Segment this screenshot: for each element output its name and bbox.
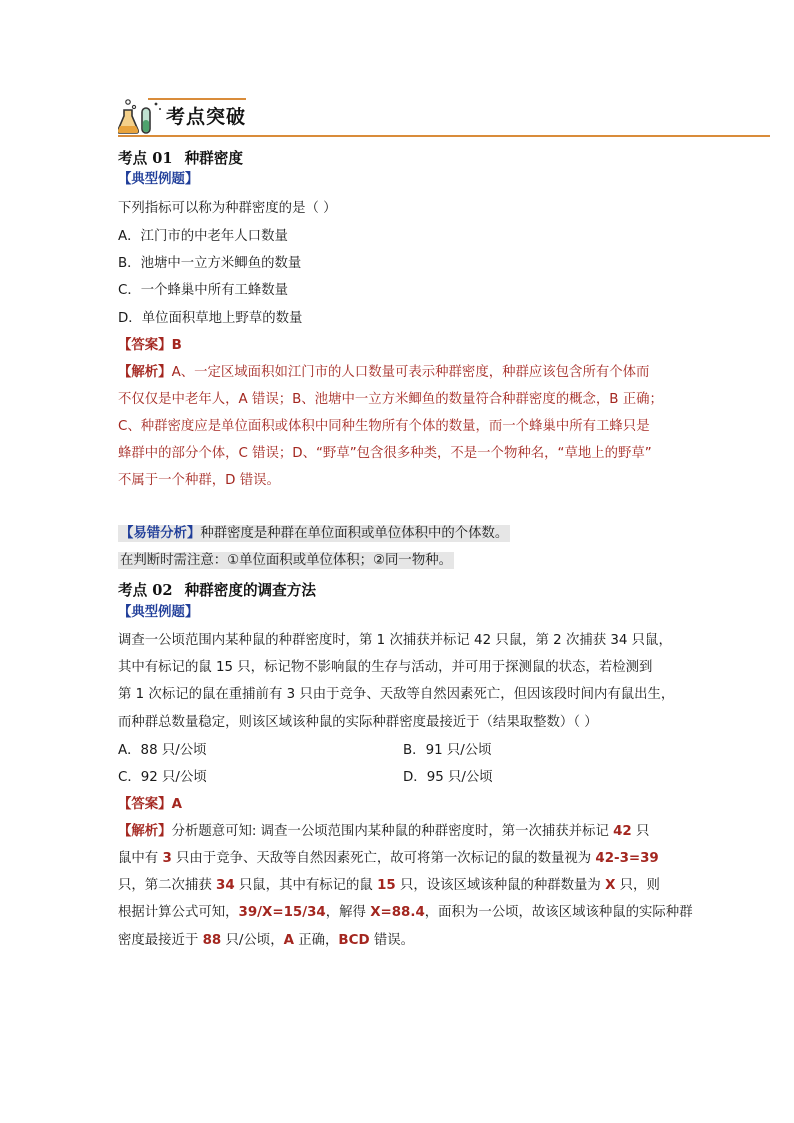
analysis-text: 只 — [631, 824, 650, 839]
analysis-number: 3 — [162, 851, 172, 866]
analysis-formula: 39/X=15/34 — [238, 905, 326, 920]
answer-value: A — [171, 797, 182, 812]
section-1-option-a: A．江门市的中老年人口数量 — [118, 229, 288, 244]
analysis-text: 只，第二次捕获 — [118, 878, 216, 893]
section-1-analysis-line-1 — [118, 364, 649, 382]
section-2-option-d: D．95 只/公顷 — [403, 770, 493, 785]
analysis-option: BCD — [338, 933, 370, 948]
analysis-number: 34 — [216, 878, 235, 893]
analysis-text: 根据计算公式可知， — [118, 905, 239, 920]
section-2-question-line-3: 第 1 次标记的鼠在重捕前有 3 只由于竞争、天敌等自然因素死亡，但因该段时间内有鼠出生， — [118, 687, 675, 702]
section-2-option-b: B．91 只/公顷 — [403, 743, 492, 758]
analysis-text: 只，则 — [615, 878, 660, 893]
section-1-option-d: D．单位面积草地上野草的数量 — [118, 311, 303, 326]
section-1-option-b: B．池塘中一立方米鲫鱼的数量 — [118, 256, 302, 271]
section-2-question-line-1: 调查一公顷范围内某种鼠的种群密度时，第 1 次捕获并标记 42 只鼠，第 2 次捕获 34 只鼠， — [118, 633, 672, 648]
tip-line-2-text: 在判断时需注意：①单位面积或单位体积；②同一物种。 — [120, 553, 452, 568]
section-1-name: 种群密度 — [184, 150, 243, 167]
section-2-option-c: C．92 只/公顷 — [118, 770, 207, 785]
analysis-text: 只鼠，其中有标记的鼠 — [234, 878, 378, 893]
section-1-tip-line-2 — [118, 552, 454, 570]
analysis-number: 15 — [377, 878, 396, 893]
page-title: 考点突破 — [166, 106, 247, 128]
section-1-analysis-line-4: 蜂群中的部分个体，C 错误；D、“野草”包含很多种类，不是一个物种名，“草地上的野草” — [118, 446, 652, 461]
tip-label: 【易错分析】 — [120, 526, 201, 541]
header-rule — [118, 135, 770, 137]
section-2-analysis-line-2 — [118, 850, 659, 868]
analysis-label: 【解析】 — [118, 365, 172, 380]
section-2-analysis-line-5 — [118, 932, 414, 950]
section-2-analysis-line-3 — [118, 877, 660, 895]
section-2-analysis-line-4 — [118, 904, 693, 922]
section-1-analysis-line-2: 不仅仅是中老年人，A 错误；B、池塘中一立方米鲫鱼的数量符合种群密度的概念，B 正确； — [118, 392, 663, 407]
section-2-question-line-2: 其中有标记的鼠 15 只，标记物不影响鼠的生存与活动，并可用于探测鼠的状态，若检测到 — [118, 660, 653, 675]
analysis-label: 【解析】 — [118, 824, 172, 839]
analysis-text: 正确， — [293, 933, 339, 948]
section-2-analysis-line-1 — [118, 823, 649, 841]
section-1-analysis-line-3: C、种群密度应是单位面积或体积中同种生物所有个体的数量，而一个蜂巢中所有工蜂只是 — [118, 419, 650, 434]
section-1-option-c: C．一个蜂巢中所有工蜂数量 — [118, 283, 289, 298]
analysis-variable: X — [605, 878, 616, 893]
analysis-text: 只，设该区域该种鼠的种群数量为 — [395, 878, 606, 893]
analysis-text: 密度最接近于 — [118, 933, 203, 948]
analysis-text: 只/公顷， — [221, 933, 284, 948]
section-1-analysis-line-5: 不属于一个种群，D 错误。 — [118, 473, 280, 488]
section-1-number: 考点 01 — [118, 150, 173, 167]
analysis-text: ，解得 — [325, 905, 371, 920]
analysis-text: ，面积为一公顷，故该区域该种鼠的实际种群 — [424, 905, 693, 920]
analysis-formula: X=88.4 — [370, 905, 425, 920]
section-2-question-line-4: 而种群总数量稳定，则该区域该种鼠的实际种群密度最接近于（结果取整数）（ ） — [118, 715, 598, 730]
analysis-text: 只由于竞争、天敌等自然因素死亡，故可将第一次标记的鼠的数量视为 — [171, 851, 596, 866]
section-1-example-tag: 【典型例题】 — [118, 172, 199, 187]
section-2-answer — [118, 796, 182, 814]
flask-icon — [118, 98, 166, 136]
tip-text: 种群密度是种群在单位面积或单位体积中的个体数。 — [200, 526, 509, 541]
analysis-number: 42 — [613, 824, 632, 839]
section-1-question: 下列指标可以称为种群密度的是（ ） — [118, 201, 337, 216]
section-2-heading — [118, 582, 316, 600]
answer-value: B — [171, 338, 182, 353]
analysis-text: 错误。 — [369, 933, 414, 948]
analysis-option: A — [283, 933, 294, 948]
section-2-example-tag: 【典型例题】 — [118, 605, 199, 620]
section-1-heading — [118, 150, 243, 168]
section-2-name: 种群密度的调查方法 — [184, 582, 316, 599]
analysis-text: A、一定区域面积如江门市的人口数量可表示种群密度，种群应该包含所有个体而 — [171, 365, 650, 380]
section-1-answer — [118, 337, 182, 355]
analysis-formula: 42-3=39 — [595, 851, 659, 866]
answer-label: 【答案】 — [118, 797, 172, 812]
section-2-option-a: A．88 只/公顷 — [118, 743, 207, 758]
analysis-text: 分析题意可知: 调查一公顷范围内某种鼠的种群密度时，第一次捕获并标记 — [171, 824, 614, 839]
analysis-number: 88 — [202, 933, 222, 948]
answer-label: 【答案】 — [118, 338, 172, 353]
section-1-tip — [118, 525, 510, 543]
section-2-number: 考点 02 — [118, 582, 173, 599]
analysis-text: 鼠中有 — [118, 851, 163, 866]
